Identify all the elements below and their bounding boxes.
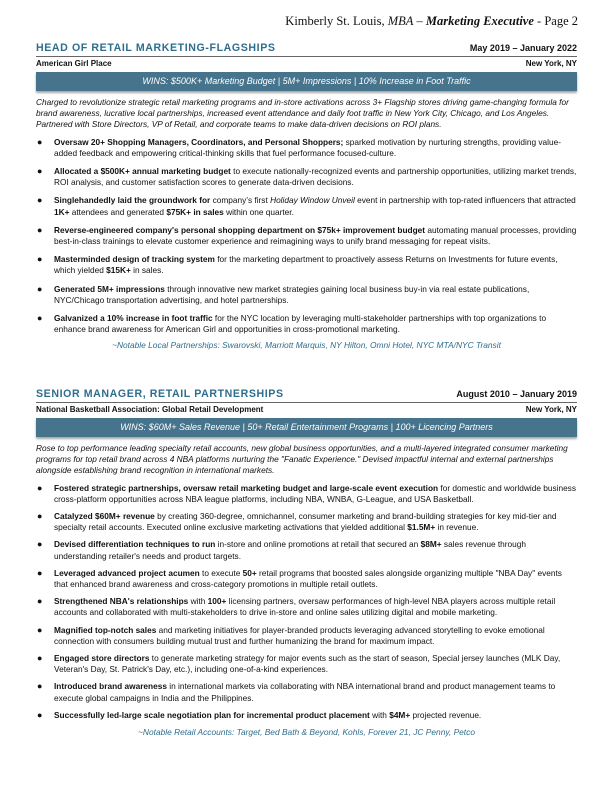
- list-item: ● Singlehandedly laid the groundwork for company’s first Holiday Window Unveil event in partnership with top-rated influencers that attracted 1K+ attendees and generated $75K+ in sales within one quarter.: [37, 195, 576, 217]
- list-item: ● Devised differentiation techniques to run in-store and online promotions at retail that secured an $8M+ sales revenue through understanding retailer's needs and product targets.: [37, 539, 527, 561]
- header-page-number: - Page 2: [533, 14, 578, 28]
- header-degree: MBA: [387, 14, 414, 28]
- job-summary: Charged to revolutionize strategic retail marketing programs and in-store activations across 3+ Flagship stores driving game-changing formula for brand awareness, lucrative local partnerships, increased event attendance and daily foot traffic in New York City, Chicago, and Los Angeles. Partnered with Store Directors, VP of Retail, and corporate teams to make data-driven decisions on ROI plans.: [36, 97, 569, 130]
- list-item: ● Introduced brand awareness in international markets via collaborating with NBA international brand and product management teams to execute global campaigns in India and the Philippines.: [37, 681, 556, 703]
- list-item: ● Allocated a $500K+ annual marketing budget to execute nationally-recognized events and partnership opportunities, utilizing market trends, ROI analysis, and customer satisfaction scores to generate data-driven decisions.: [37, 166, 577, 188]
- divider: [36, 56, 577, 57]
- list-item: ● Masterminded design of tracking system for the marketing department to proactively assess Returns on Investments for future events, which yielded $15K+ in sales.: [37, 254, 558, 276]
- job-title: HEAD OF RETAIL MARKETING-FLAGSHIPS: [36, 42, 276, 54]
- header-title: Marketing Executive: [425, 14, 534, 28]
- list-item: ● Engaged store directors to generate marketing strategy for major events such as the start of season, Special jersey launches (MLK Day, Veteran's Day, St. Patrick's Day, etc.), including one-of-a-kind experiences.: [37, 653, 561, 675]
- list-item: ● Catalyzed $60M+ revenue by creating 360-degree, omnichannel, consumer marketing and brand-building strategies for key mid-tier and specialty retail accounts. Executed online exclusive marketing activations that yielded additional $1.5M+ in revenue.: [37, 511, 557, 533]
- job-section-nba: [36, 388, 577, 737]
- header-separator: –: [413, 14, 426, 28]
- list-item: ● Strengthened NBA's relationships with 100+ licensing partners, oversaw performances of high-level NBA players across multiple retail accounts and collaborated with multi-stakeholders to drive in-store and online sales utilizing digital and mobile marketing.: [37, 596, 556, 618]
- list-item: ● Galvanized a 10% increase in foot traffic for the NYC location by leveraging multi-stakeholder partnerships with top organizations to enhance brand awareness for American Girl and opportunities in cross-promotional marketing.: [37, 313, 547, 335]
- list-item: ● Fostered strategic partnerships, oversaw retail marketing budget and large-scale event execution for domestic and worldwide business cross-platform opportunities across NBA league platforms, including NBA, WNBA, G-League, and USA Basketball.: [37, 482, 576, 504]
- wins-banner: WINS: $60M+ Sales Revenue | 50+ Retail Entertainment Programs | 100+ Licencing Partners: [36, 418, 577, 437]
- wins-banner: WINS: $500K+ Marketing Budget | 5M+ Impressions | 10% Increase in Foot Traffic: [36, 72, 577, 91]
- job-location: New York, NY: [525, 59, 577, 68]
- job-dates: May 2019 – January 2022: [469, 43, 577, 53]
- achievement-list: [36, 137, 577, 336]
- list-item: ● Reverse-engineered company's personal shopping department on $75k+ improvement budget automating manual processes, providing best-in-class trainings to elevate customer experience and reimagining ways to unify brand messaging for repeat visits.: [37, 224, 577, 247]
- achievement-list: [36, 483, 577, 721]
- notable-partnerships: ~Notable Local Partnerships: Swarovski, Marriott Marquis, NY Hilton, Omni Hotel, NYC MTA/NYC Transit: [112, 340, 501, 351]
- page-header: [285, 14, 578, 29]
- job-summary: Rose to top performance leading specialty retail accounts, new global business opportunities, and a multi-layered integrated consumer marketing programs for top retail brand across 4 NBA platforms nurturing the "Fanatic Experience." Devised impactful internal and external partnerships alongside establishing brand recognition in international markets.: [36, 443, 568, 476]
- job-dates: August 2010 – January 2019: [456, 389, 577, 399]
- list-item: ● Generated 5M+ impressions through innovative new market strategies gaining local business buy-in via real estate publications, NYC/Chicago transportation advertising, and hotel partnerships.: [37, 283, 530, 305]
- header-name: Kimberly St. Louis,: [285, 14, 388, 28]
- list-item: ● Magnified top-notch sales and marketing initiatives for player-branded products leveraging advanced storytelling to evoke emotional connection with consumers building mutual trust and further humanizing the brand for maximum impact.: [37, 624, 545, 646]
- job-title: SENIOR MANAGER, RETAIL PARTNERSHIPS: [36, 388, 284, 400]
- company-name: National Basketball Association: Global Retail Development: [36, 405, 264, 414]
- job-section-american-girl: [36, 42, 577, 350]
- list-item: ● Successfully led-large scale negotiation plan for incremental product placement with $4M+ projected revenue.: [37, 709, 482, 720]
- list-item: ● Leveraged advanced project acumen to execute 50+ retail programs that boosted sales alongside organizing multiple "NBA Day" events that enhanced brand awareness and cross-category promotions in multiple retail outlets.: [37, 567, 562, 590]
- divider: [36, 402, 577, 403]
- list-item: ● Oversaw 20+ Shopping Managers, Coordinators, and Personal Shoppers; sparked motivation by nurturing strengths, providing value-added feedback and empowering critical-thinking skills that fuel performance focused-culture.: [37, 136, 561, 158]
- notable-accounts: ~Notable Retail Accounts: Target, Bed Bath & Beyond, Kohls, Forever 21, JC Penny, Petco: [138, 727, 475, 738]
- company-name: American Girl Place: [36, 59, 112, 68]
- job-location: New York, NY: [525, 405, 577, 414]
